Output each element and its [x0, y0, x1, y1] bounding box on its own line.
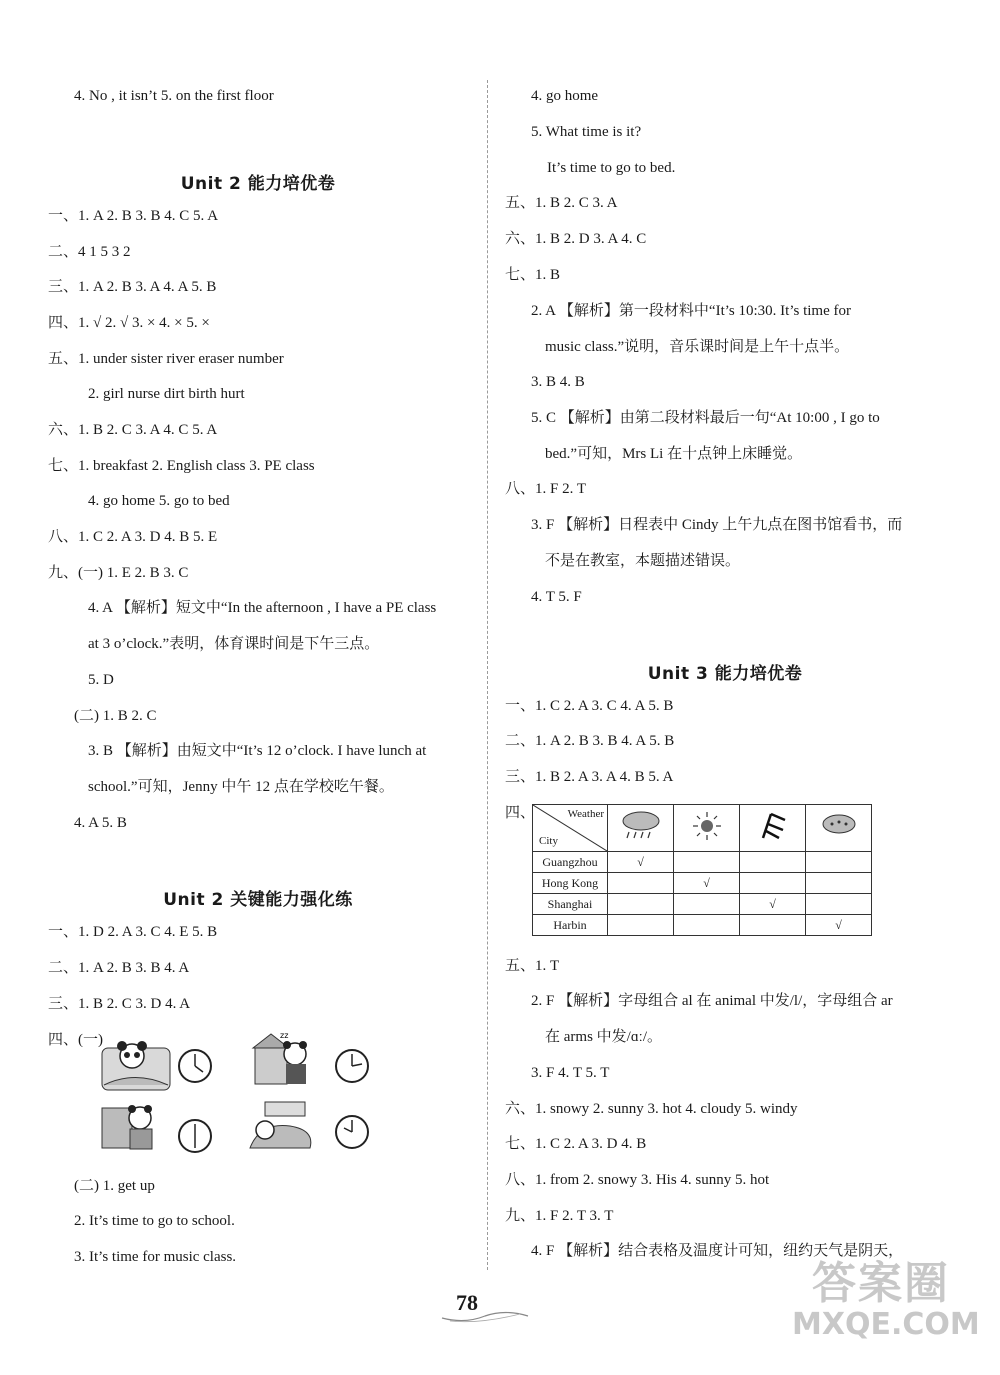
city-cell: Harbin — [533, 915, 608, 936]
check-cell: √ — [740, 894, 806, 915]
clock-icon — [179, 1050, 211, 1082]
clock-icon — [336, 1116, 368, 1148]
answer-line: 三、1. B 2. C 3. D 4. A — [48, 996, 191, 1012]
check-cell: √ — [806, 915, 872, 936]
answer-explanation: 在 arms 中发/ɑː/。 — [545, 1029, 663, 1045]
answer-line: 四、(一) — [48, 1032, 103, 1048]
answer-line: 4. A 5. B — [74, 815, 127, 831]
check-cell — [608, 894, 674, 915]
answer-line: 七、1. C 2. A 3. D 4. B — [505, 1136, 647, 1152]
header-city-label: City — [539, 835, 558, 847]
answer-line: 五、1. T — [505, 958, 560, 974]
rain-cloud-icon — [608, 805, 674, 852]
answer-explanation: 2. F 【解析】字母组合 al 在 animal 中发/l/，字母组合 ar — [531, 993, 893, 1009]
city-cell: Shanghai — [533, 894, 608, 915]
answer-line: 六、1. B 2. C 3. A 4. C 5. A — [48, 422, 218, 438]
answer-line: 八、1. F 2. T — [505, 481, 586, 497]
answer-line: 二、1. A 2. B 3. B 4. A 5. B — [505, 733, 675, 749]
check-cell — [674, 894, 740, 915]
answer-explanation: school.”可知，Jenny 中午 12 点在学校吃午餐。 — [88, 779, 394, 795]
sun-icon — [674, 805, 740, 852]
answer-explanation: 4. A 【解析】短文中“In the afternoon , I have a PE class — [88, 600, 437, 616]
answer-line: 4. go home 5. go to bed — [88, 493, 230, 509]
watermark-logo-text: 答案圈 — [812, 1258, 950, 1309]
svg-text:zz: zz — [280, 1031, 289, 1040]
answer-line: 六、1. B 2. D 3. A 4. C — [505, 231, 647, 247]
column-divider — [487, 80, 488, 1270]
clock-icon — [179, 1120, 211, 1152]
answer-line: 一、1. C 2. A 3. C 4. A 5. B — [505, 698, 674, 714]
clock-pictures — [100, 1030, 390, 1160]
check-cell — [740, 873, 806, 894]
answer-line: 4. T 5. F — [531, 589, 582, 605]
answer-line: 八、1. C 2. A 3. D 4. B 5. E — [48, 529, 218, 545]
check-cell — [806, 894, 872, 915]
answer-line: (二) 1. B 2. C — [74, 708, 157, 724]
table-header-row — [533, 805, 872, 852]
answer-line: 3. B 4. B — [531, 374, 585, 390]
answer-explanation: 4. F 【解析】结合表格及温度计可知，纽约天气是阴天， — [531, 1243, 904, 1259]
answer-explanation: at 3 o’clock.”表明，体育课时间是下午三点。 — [88, 636, 380, 652]
panda-at-school-picture — [102, 1105, 152, 1149]
panda-at-home-picture — [253, 1031, 307, 1084]
check-cell — [674, 915, 740, 936]
answer-explanation: 3. F 【解析】日程表中 Cindy 上午九点在图书馆看书，而 — [531, 517, 903, 533]
check-cell — [740, 852, 806, 873]
panda-in-bed-picture — [250, 1102, 311, 1148]
check-cell: √ — [674, 873, 740, 894]
check-cell — [806, 873, 872, 894]
wind-icon — [740, 805, 806, 852]
answer-line: It’s time to go to bed. — [547, 160, 676, 176]
table-row — [533, 852, 872, 873]
answer-explanation: music class.”说明，音乐课时间是上午十点半。 — [545, 339, 850, 355]
panda-at-desk-picture — [102, 1041, 170, 1090]
weather-table — [532, 804, 872, 936]
check-cell — [740, 915, 806, 936]
table-row — [533, 915, 872, 936]
answer-line: 5. D — [88, 672, 114, 688]
answer-explanation: 5. C 【解析】由第二段材料最后一句“At 10:00 , I go to — [531, 410, 880, 426]
answer-line: 八、1. from 2. snowy 3. His 4. sunny 5. hot — [505, 1172, 770, 1188]
answer-line: 二、4 1 5 3 2 — [48, 244, 131, 260]
check-cell — [806, 852, 872, 873]
answer-line: 五、1. under sister river eraser number — [48, 351, 284, 367]
answer-line: 三、1. A 2. B 3. A 4. A 5. B — [48, 279, 217, 295]
answer-line: 一、1. A 2. B 3. B 4. C 5. A — [48, 208, 219, 224]
answer-line: 4. go home — [531, 88, 599, 104]
answer-explanation: bed.”可知，Mrs Li 在十点钟上床睡觉。 — [545, 446, 803, 462]
section-title-unit2-ability: Unit 2 能力培优卷 — [180, 174, 336, 194]
check-cell — [674, 852, 740, 873]
header-weather-label: Weather — [567, 808, 604, 820]
section-title-unit2-key: Unit 2 关键能力强化练 — [163, 890, 353, 910]
answer-line: 5. What time is it? — [531, 124, 642, 140]
check-cell: √ — [608, 852, 674, 873]
answer-line: 六、1. snowy 2. sunny 3. hot 4. cloudy 5. windy — [505, 1101, 798, 1117]
clock-icon — [336, 1050, 368, 1082]
city-cell: Guangzhou — [533, 852, 608, 873]
answer-line: 四、 — [505, 805, 536, 821]
check-cell — [608, 915, 674, 936]
table-row — [533, 873, 872, 894]
answer-line: 3. It’s time for music class. — [74, 1249, 237, 1265]
answer-explanation: 不是在教室，本题描述错误。 — [545, 553, 741, 569]
answer-line: 七、1. B — [505, 267, 561, 283]
answer-line: 三、1. B 2. A 3. A 4. B 5. A — [505, 769, 674, 785]
answer-explanation: 2. A 【解析】第一段材料中“It’s 10:30. It’s time for — [531, 303, 851, 319]
answer-line: 4. No , it isn’t 5. on the first floor — [74, 88, 274, 104]
answer-line: 五、1. B 2. C 3. A — [505, 195, 618, 211]
answer-line: 2. girl nurse dirt birth hurt — [88, 386, 245, 402]
answer-line: 九、1. F 2. T 3. T — [505, 1208, 614, 1224]
answer-line: 二、1. A 2. B 3. B 4. A — [48, 960, 190, 976]
city-cell: Hong Kong — [533, 873, 608, 894]
table-corner-cell — [533, 805, 608, 852]
watermark — [792, 1247, 982, 1357]
section-title-unit3-ability: Unit 3 能力培优卷 — [647, 664, 803, 684]
page-number: 78 — [456, 1290, 478, 1315]
answer-line: 四、1. √ 2. √ 3. × 4. × 5. × — [48, 315, 210, 331]
answer-line: 2. It’s time to go to school. — [74, 1213, 235, 1229]
answer-line: 一、1. D 2. A 3. C 4. E 5. B — [48, 924, 218, 940]
answer-line: (二) 1. get up — [74, 1178, 155, 1194]
answer-line: 九、(一) 1. E 2. B 3. C — [48, 565, 189, 581]
watermark-url: MXQE.COM — [792, 1307, 980, 1342]
answer-line: 3. F 4. T 5. T — [531, 1065, 610, 1081]
page-ornament-icon — [440, 1310, 530, 1324]
answer-explanation: 3. B 【解析】由短文中“It’s 12 o’clock. I have lunch at — [88, 743, 427, 759]
check-cell — [608, 873, 674, 894]
answer-line: 七、1. breakfast 2. English class 3. PE class — [48, 458, 315, 474]
table-row — [533, 894, 872, 915]
cloudy-icon — [806, 805, 872, 852]
